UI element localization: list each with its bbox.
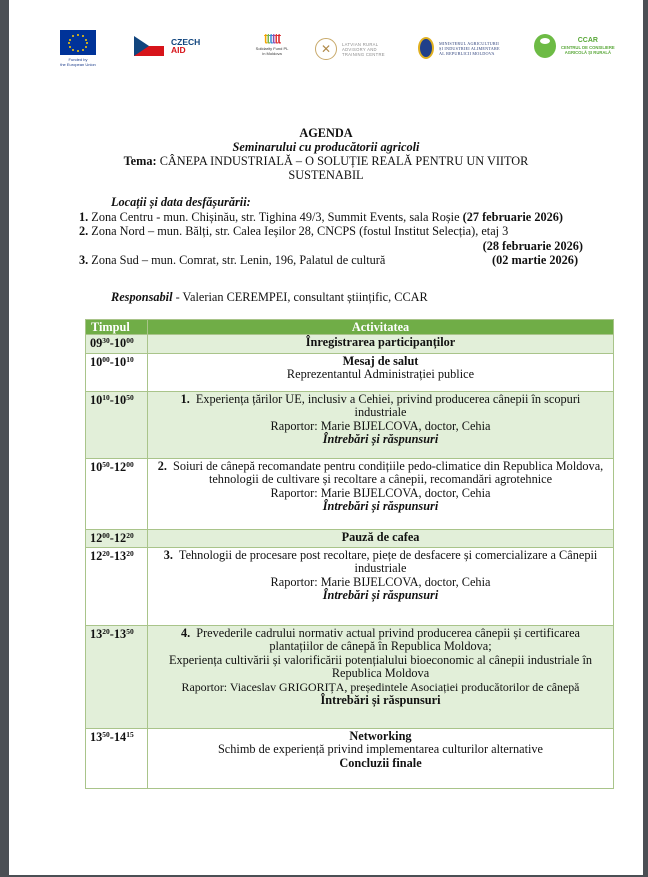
activity-detail: Reprezentantul Administrației publice — [286, 367, 475, 382]
location-item-2-date-row — [79, 239, 589, 254]
solidarity-fund-logo — [249, 32, 295, 56]
time-cell: $12^{20}-13^{20}$ — [86, 548, 148, 626]
topic-number: 2. — [157, 459, 167, 473]
agenda-subtitle: Seminarului cu producătorii agricoli — [232, 140, 420, 154]
activity-cell — [148, 392, 614, 459]
latvian-line1: LATVIAN RURAL — [342, 41, 379, 47]
location-text: Zona Sud – mun. Comrat, str. Lenin, 196, Palatul de cultură — [88, 253, 386, 268]
time-cell: $13^{50}-14^{15}$ — [86, 729, 148, 789]
leaf-emblem-icon — [534, 34, 556, 58]
solidarity-caption-line1: Solidarity Fund PL — [255, 46, 289, 51]
activity-qa: Întrebări și răspunsuri — [322, 432, 439, 447]
table-row — [86, 530, 614, 548]
activity-topic — [154, 460, 607, 487]
latvian-line2: ADVISORY AND — [342, 46, 377, 52]
header-time: Timpul — [86, 320, 148, 335]
location-number: 2. — [79, 224, 89, 239]
activity-cell — [148, 354, 614, 392]
activity-topic — [154, 393, 607, 420]
ministry-line3: AL REPUBLICII MOLDOVA — [439, 50, 495, 56]
agenda-heading — [9, 126, 643, 182]
solidarity-figures-icon: ʈʈʈʈʈʈ — [263, 32, 281, 44]
table-row — [86, 729, 614, 789]
ccar-logo — [534, 34, 615, 58]
responsible-line — [111, 290, 428, 305]
activity-title-2: Concluzii finale — [339, 755, 422, 770]
time-cell: $13^{20}-13^{50}$ — [86, 626, 148, 729]
topic-text: Soiuri de cânepă recomandate pentru condițiile pedo-climatice din Republica Moldova, tehnologii de cultivare și recoltare a cânepii, recomandări agrotehnice — [172, 459, 604, 487]
activity-cell — [148, 626, 614, 729]
activity-cell — [148, 548, 614, 626]
partner-logos — [9, 26, 643, 76]
theme-label: Tema: — [123, 154, 157, 168]
agenda-table — [85, 319, 614, 789]
location-item-2 — [79, 224, 589, 239]
table-row — [86, 459, 614, 530]
agenda-title: AGENDA — [299, 126, 353, 140]
topic-text: Tehnologii de procesare post recoltare, piețe de desfacere și comercializare a Cânepii industriale — [178, 548, 598, 576]
czech-aid-line1: CZECH — [171, 37, 201, 47]
responsible-label: Responsabil — [111, 290, 173, 304]
activity-qa: Întrebări și răspunsuri — [322, 588, 439, 603]
activity-speaker: Raportor: Marie BIJELCOVA, doctor, Cehia — [270, 418, 491, 433]
czech-flag-icon — [134, 36, 164, 56]
table-row — [86, 548, 614, 626]
ccar-line3: AGRICOLĂ ȘI RURALĂ — [564, 50, 611, 55]
ministry-logo — [418, 37, 500, 59]
theme-line1: CÂNEPA INDUSTRIALĂ – O SOLUȚIE REALĂ PENTRU UN VIITOR — [159, 154, 529, 168]
activity-topic — [154, 627, 607, 654]
activity-title: Networking — [349, 729, 412, 743]
eu-logo — [53, 30, 103, 67]
time-cell: $12^{00}-12^{20}$ — [86, 530, 148, 548]
location-date: (27 februarie 2026) — [462, 209, 564, 224]
activity-title: Înregistrarea participanților — [305, 335, 456, 349]
time-cell: $10^{50}-12^{00}$ — [86, 459, 148, 530]
ministry-line1: MINISTERUL AGRICULTURII — [439, 40, 500, 46]
time-cell: $10^{10}-10^{50}$ — [86, 392, 148, 459]
table-header-row — [86, 320, 614, 335]
topic-text: Prevederile cadrului normativ actual privind producerea cânepii și certificarea plantațiilor de cânepă în Republica Moldova; — [196, 626, 580, 654]
activity-speaker: Raportor: Viaceslav GRIGORIȚA, președintele Asociației producătorilor de cânepă — [181, 679, 580, 694]
location-text: Zona Nord – mun. Bălți, str. Calea Ieșilor 28, CNCPS (fostul Institut Selecția), etaj 3 — [88, 224, 509, 239]
location-item-1 — [79, 210, 589, 225]
activity-cell — [148, 530, 614, 548]
eu-caption-line2: the European Union — [60, 62, 96, 67]
activity-detail: Schimb de experiență privind implementarea culturilor alternative — [217, 742, 544, 757]
topic-number: 1. — [180, 392, 190, 406]
activity-cell — [148, 335, 614, 354]
activity-speaker: Raportor: Marie BIJELCOVA, doctor, Cehia — [270, 574, 491, 589]
ccar-line2: CENTRUL DE CONSILIERE — [561, 45, 615, 50]
location-date: (02 martie 2026) — [492, 253, 579, 268]
ccar-line1: CCAR — [577, 37, 598, 44]
activity-qa: Întrebări și răspunsuri — [320, 693, 441, 708]
responsible-text: - Valerian CEREMPEI, consultant științific, CCAR — [172, 290, 428, 304]
table-row — [86, 392, 614, 459]
location-number: 3. — [79, 253, 89, 268]
locations-title: Locații și data desfășurării: — [111, 195, 251, 209]
activity-title: Mesaj de salut — [342, 354, 419, 368]
agenda-theme — [9, 154, 643, 168]
topic-text: Experiența țărilor UE, inclusiv a Cehiei, privind producerea cânepii în scopuri industriale — [195, 392, 581, 420]
topic-number: 4. — [181, 626, 191, 640]
activity-cell — [148, 459, 614, 530]
czech-aid-line2: AID — [171, 45, 186, 55]
table-row — [86, 626, 614, 729]
eu-flag-icon — [60, 30, 96, 55]
header-activity: Activitatea — [148, 320, 614, 335]
activity-topic-2: Experiența cultivării și valorificării potențialului bioeconomic al cânepii industriale în Republica Moldova — [168, 652, 593, 681]
activity-qa: Întrebări și răspunsuri — [322, 499, 439, 514]
theme-line2: SUSTENABIL — [288, 168, 364, 182]
activity-topic — [154, 549, 607, 576]
latvian-rural-logo — [315, 38, 385, 60]
location-date: (28 februarie 2026) — [482, 238, 583, 253]
latvian-emblem-icon: ✕ — [315, 38, 337, 60]
time-cell: $09^{30}-10^{00}$ — [86, 335, 148, 354]
solidarity-caption-line2: in Moldova — [262, 51, 282, 56]
table-row — [86, 354, 614, 392]
location-item-3 — [79, 253, 589, 268]
locations-section — [79, 195, 589, 268]
eu-caption-line1: Funded by — [68, 57, 88, 62]
activity-title: Pauză de cafea — [341, 530, 420, 544]
latvian-line3: TRAINING CENTRE — [342, 51, 385, 57]
table-row — [86, 335, 614, 354]
location-text: Zona Centru - mun. Chișinău, str. Tighina 49/3, Summit Events, sala Roșie — [88, 209, 463, 224]
location-number: 1. — [79, 209, 89, 224]
ministry-line2: ȘI INDUSTRIEI ALIMENTARE — [439, 45, 500, 51]
activity-cell — [148, 729, 614, 789]
czech-aid-logo — [134, 36, 200, 56]
coat-of-arms-icon — [418, 37, 434, 59]
topic-number: 3. — [163, 548, 173, 562]
time-cell: $10^{00}-10^{10}$ — [86, 354, 148, 392]
activity-speaker: Raportor: Marie BIJELCOVA, doctor, Cehia — [270, 485, 491, 500]
